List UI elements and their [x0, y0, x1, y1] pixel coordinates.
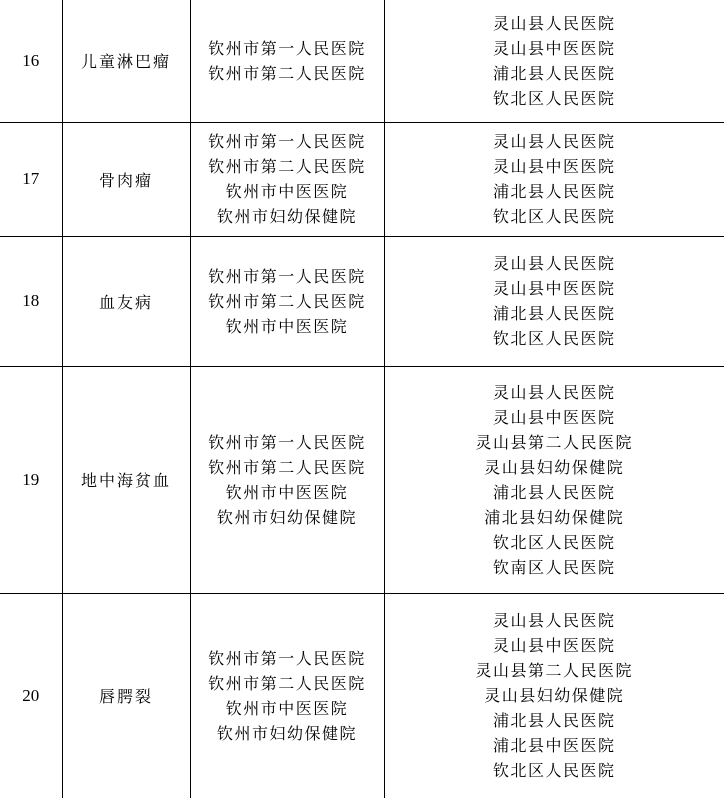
county-hospitals-cell — [384, 593, 724, 798]
county-hospital: 灵山县妇幼保健院 — [484, 686, 625, 706]
disease-cell — [62, 0, 190, 122]
disease-name: 地中海贫血 — [80, 471, 171, 490]
disease-name: 血友病 — [98, 292, 153, 312]
city-hospital: 钦州市中医医院 — [225, 182, 349, 201]
city-hospital: 钦州市中医医院 — [225, 482, 349, 502]
city-hospitals-cell — [190, 366, 384, 593]
county-hospital: 钦南区人民医院 — [492, 557, 616, 577]
county-hospital: 浦北县妇幼保健院 — [484, 507, 625, 527]
table-row — [0, 366, 724, 593]
county-hospital: 灵山县人民医院 — [492, 13, 616, 33]
city-hospital: 钦州市第二人民医院 — [208, 63, 366, 83]
city-hospital: 钦州市第一人民医院 — [208, 38, 366, 58]
disease-name: 唇腭裂 — [98, 687, 153, 707]
county-hospital: 灵山县人民医院 — [492, 254, 616, 273]
city-hospital: 钦州市第一人民医院 — [208, 266, 366, 286]
city-hospital: 钦州市第一人民医院 — [208, 132, 366, 151]
county-hospital: 浦北县人民医院 — [492, 63, 616, 83]
city-hospital: 钦州市妇幼保健院 — [216, 207, 357, 226]
county-hospital: 钦北区人民医院 — [492, 88, 616, 108]
county-hospital: 灵山县中医医院 — [492, 38, 616, 58]
disease-cell — [62, 366, 190, 593]
city-hospitals-cell — [190, 0, 384, 122]
county-hospital: 浦北县中医医院 — [492, 736, 616, 756]
county-hospital: 灵山县人民医院 — [492, 382, 616, 402]
table-row — [0, 122, 724, 236]
county-hospital: 浦北县人民医院 — [492, 482, 616, 502]
county-hospital: 钦北区人民医院 — [492, 329, 616, 348]
city-hospital: 钦州市中医医院 — [225, 316, 349, 336]
city-hospitals-cell — [190, 236, 384, 366]
city-hospital: 钦州市第二人民医院 — [208, 291, 366, 311]
county-hospital: 灵山县第二人民医院 — [475, 432, 633, 452]
county-hospital: 浦北县人民医院 — [492, 182, 616, 201]
city-hospital: 钦州市第二人民医院 — [208, 673, 366, 693]
county-hospital: 浦北县人民医院 — [492, 711, 616, 731]
county-hospital: 灵山县中医医院 — [492, 636, 616, 656]
city-hospital: 钦州市妇幼保健院 — [216, 507, 357, 527]
city-hospital: 钦州市第二人民医院 — [208, 457, 366, 477]
disease-cell — [62, 236, 190, 366]
table-row — [0, 0, 724, 122]
row-number: 18 — [22, 291, 40, 310]
county-hospital: 灵山县中医医院 — [492, 279, 616, 298]
disease-cell — [62, 593, 190, 798]
row-number-cell — [0, 236, 62, 366]
disease-cell — [62, 122, 190, 236]
county-hospital: 灵山县妇幼保健院 — [484, 457, 625, 477]
county-hospitals-cell — [384, 0, 724, 122]
county-hospital: 灵山县中医医院 — [492, 407, 616, 427]
city-hospital: 钦州市第一人民医院 — [208, 432, 366, 452]
county-hospital: 钦北区人民医院 — [492, 532, 616, 552]
city-hospital: 钦州市妇幼保健院 — [216, 723, 357, 743]
city-hospital: 钦州市第一人民医院 — [208, 648, 366, 668]
city-hospital: 钦州市中医医院 — [225, 698, 349, 718]
county-hospital: 灵山县中医医院 — [492, 157, 616, 176]
county-hospital: 钦北区人民医院 — [492, 761, 616, 781]
county-hospital: 灵山县第二人民医院 — [475, 661, 633, 681]
county-hospital: 钦北区人民医院 — [492, 207, 616, 226]
row-number: 17 — [22, 169, 40, 188]
county-hospitals-cell — [384, 122, 724, 236]
table-row — [0, 593, 724, 798]
row-number-cell — [0, 593, 62, 798]
city-hospital: 钦州市第二人民医院 — [208, 157, 366, 176]
row-number: 19 — [22, 469, 40, 489]
row-number: 16 — [22, 50, 40, 70]
row-number-cell — [0, 122, 62, 236]
county-hospitals-cell — [384, 366, 724, 593]
city-hospitals-cell — [190, 122, 384, 236]
row-number-cell — [0, 0, 62, 122]
table-row — [0, 236, 724, 366]
county-hospital: 浦北县人民医院 — [492, 304, 616, 323]
disease-name: 骨肉瘤 — [98, 170, 153, 190]
row-number: 20 — [22, 685, 40, 705]
county-hospital: 灵山县人民医院 — [492, 132, 616, 151]
county-hospital: 灵山县人民医院 — [492, 611, 616, 631]
county-hospitals-cell — [384, 236, 724, 366]
disease-name: 儿童淋巴瘤 — [80, 52, 171, 72]
city-hospitals-cell — [190, 593, 384, 798]
row-number-cell — [0, 366, 62, 593]
